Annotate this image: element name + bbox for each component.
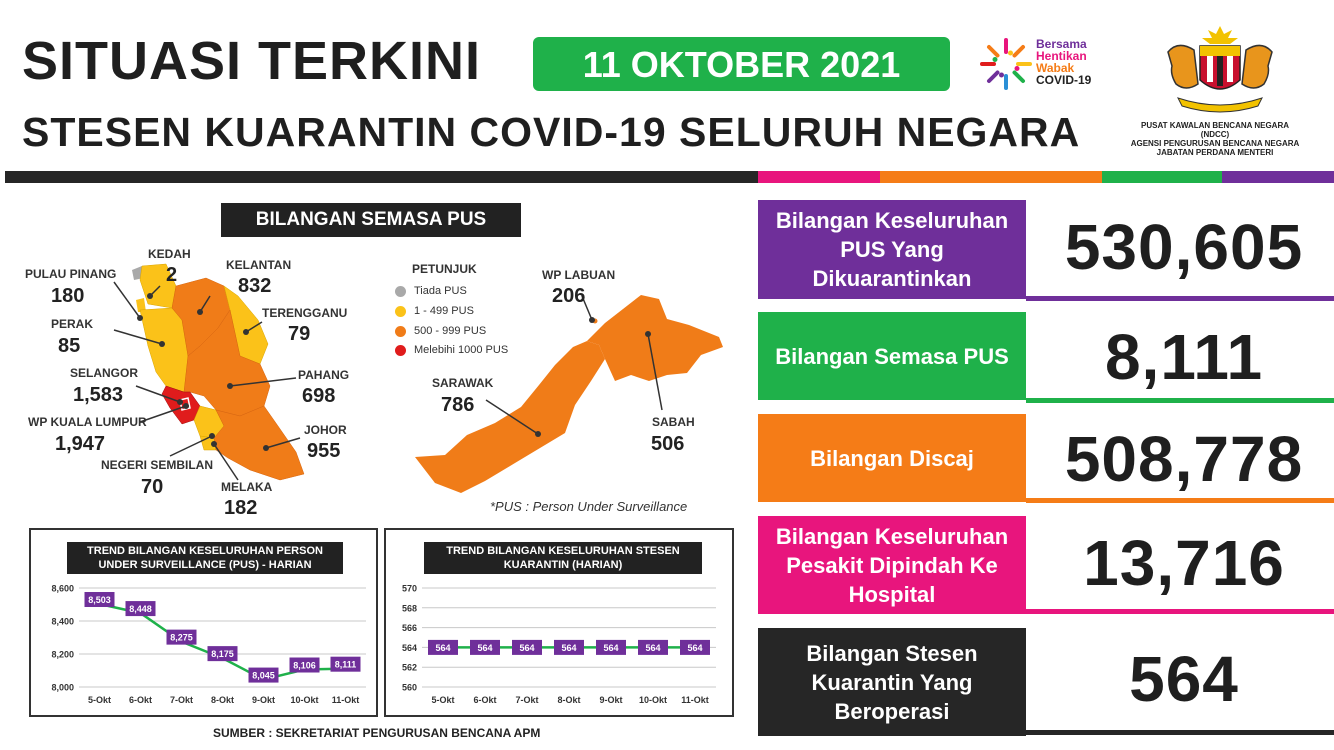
state-name: NEGERI SEMBILAN [101, 458, 214, 472]
logo-text-line: COVID-19 [1036, 73, 1092, 87]
state-value: 206 [552, 285, 586, 307]
chart-pus-trend [29, 528, 378, 717]
stat-underline [1026, 296, 1334, 301]
state-value: 1,583 [73, 384, 124, 406]
legend-label: 1 - 499 PUS [414, 305, 474, 317]
legend-label: Tiada PUS [414, 285, 467, 297]
chart-plot [31, 530, 376, 715]
data-label: 564 [645, 642, 661, 653]
state-value: 832 [238, 275, 272, 297]
x-tick-label: 6-Okt [473, 695, 497, 705]
x-tick-label: 7-Okt [515, 695, 539, 705]
x-tick-label: 11-Okt [331, 695, 360, 705]
state-name: SELANGOR [70, 366, 139, 380]
x-tick-label: 10-Okt [290, 695, 319, 705]
state-name: SARAWAK [432, 376, 494, 390]
legend-swatch [395, 286, 406, 297]
state-name: SABAH [652, 415, 695, 429]
state-name: PULAU PINANG [25, 267, 117, 281]
state-value: 182 [224, 497, 258, 519]
chart-station-trend [384, 528, 734, 717]
state-value: 506 [651, 433, 685, 455]
legend-item [395, 285, 467, 297]
data-label: 8,045 [252, 670, 275, 681]
footnote: *PUS : Person Under Surveillance [490, 499, 688, 514]
stat-underline [1026, 398, 1334, 403]
state-name: MELAKA [221, 480, 273, 494]
x-tick-label: 7-Okt [169, 695, 194, 705]
data-label: 8,106 [293, 660, 316, 671]
x-tick-label: 11-Okt [681, 695, 709, 705]
divider-bar [758, 171, 880, 183]
data-label: 564 [687, 642, 703, 653]
state-name: WP KUALA LUMPUR [28, 415, 147, 429]
state-value: 1,947 [55, 433, 106, 455]
x-tick-label: 8-Okt [557, 695, 581, 705]
stat-label-stations: Bilangan Stesen Kuarantin Yang Beroperasi [758, 628, 1026, 736]
y-tick-label: 8,400 [51, 616, 74, 627]
y-tick-label: 568 [401, 603, 417, 614]
stat-label-hospital: Bilangan Keseluruhan Pesakit Dipindah Ke Hospital [758, 516, 1026, 614]
state-name: WP LABUAN [542, 268, 616, 282]
legend-title: PETUNJUK [412, 262, 477, 276]
agency-name [1126, 121, 1304, 157]
legend-item [395, 325, 486, 337]
stat-label-current-pus: Bilangan Semasa PUS [758, 312, 1026, 400]
state-value: 70 [141, 476, 164, 498]
state-value: 180 [51, 285, 85, 307]
legend-label: 500 - 999 PUS [414, 325, 487, 337]
legend-item [395, 344, 508, 356]
legend-item [395, 305, 474, 317]
agency-line: AGENSI PENGURUSAN BENCANA NEGARA [1130, 139, 1300, 148]
legend-swatch [395, 345, 406, 356]
data-label: 564 [603, 642, 619, 653]
data-label: 8,448 [129, 604, 152, 615]
state-name: PERAK [51, 317, 94, 331]
data-label: 564 [477, 642, 493, 653]
divider-bar [1222, 171, 1334, 183]
x-tick-label: 8-Okt [210, 695, 235, 705]
state-value: 79 [288, 323, 311, 345]
x-tick-label: 5-Okt [431, 695, 455, 705]
data-label: 8,111 [334, 659, 357, 670]
data-label: 8,175 [211, 649, 234, 660]
stat-label-discharged: Bilangan Discaj [758, 414, 1026, 502]
sunburst-icon [978, 34, 1034, 94]
map-heading: BILANGAN SEMASA PUS [221, 203, 521, 237]
data-label: 564 [519, 642, 535, 653]
x-tick-label: 9-Okt [251, 695, 276, 705]
stat-value-hospital: 13,716 [1083, 527, 1285, 599]
agency-line: JABATAN PERDANA MENTERI [1156, 148, 1274, 157]
logo-text-line: Hentikan [1036, 49, 1087, 63]
legend-swatch [395, 326, 406, 337]
y-tick-label: 8,600 [51, 583, 74, 594]
y-tick-label: 570 [401, 583, 417, 594]
coat-of-arms-icon [1160, 22, 1280, 114]
data-label: 564 [561, 642, 577, 653]
y-tick-label: 560 [401, 682, 417, 693]
legend-swatch [395, 306, 406, 317]
page-title: SITUASI TERKINI [22, 31, 482, 91]
stat-underline [1026, 730, 1334, 735]
date-badge: 11 OKTOBER 2021 [533, 37, 950, 91]
chart-plot [386, 530, 732, 715]
stat-value-total-pus: 530,605 [1064, 211, 1304, 283]
y-tick-label: 8,000 [51, 682, 74, 693]
stat-label-total-pus: Bilangan Keseluruhan PUS Yang Dikuarantinkan [758, 200, 1026, 299]
y-tick-label: 566 [401, 623, 417, 634]
stat-underline [1026, 609, 1334, 614]
logo-text-line: Wabak [1036, 61, 1075, 75]
x-tick-label: 10-Okt [638, 695, 668, 705]
state-name: TERENGGANU [262, 306, 348, 320]
state-value: 85 [58, 335, 81, 357]
data-label: 8,275 [170, 632, 193, 643]
divider-bar [1102, 171, 1222, 183]
state-name: KEDAH [148, 247, 191, 261]
state-name: PAHANG [298, 368, 350, 382]
logo-text-line: Bersama [1036, 37, 1087, 51]
state-name: KELANTAN [226, 258, 292, 272]
state-value: 955 [307, 440, 341, 462]
data-label: 564 [435, 642, 451, 653]
y-tick-label: 562 [401, 662, 417, 673]
stat-value-discharged: 508,778 [1064, 423, 1304, 495]
x-tick-label: 5-Okt [87, 695, 112, 705]
divider-bar [880, 171, 1102, 183]
x-tick-label: 9-Okt [599, 695, 623, 705]
campaign-logo [978, 34, 1113, 94]
y-tick-label: 564 [401, 642, 417, 653]
stat-underline [1026, 498, 1334, 503]
state-name: JOHOR [304, 423, 347, 437]
agency-line: PUSAT KAWALAN BENCANA NEGARA (NDCC) [1141, 121, 1289, 139]
stat-value-current-pus: 8,111 [1104, 321, 1264, 393]
chart-title: TREND BILANGAN KESELURUHAN STESEN KUARANTIN (HARIAN) [424, 542, 702, 574]
data-label: 8,503 [88, 595, 111, 606]
x-tick-label: 6-Okt [128, 695, 153, 705]
legend-label: Melebihi 1000 PUS [414, 344, 509, 356]
leader-lines [0, 0, 760, 520]
page-subtitle: STESEN KUARANTIN COVID-19 SELURUH NEGARA [22, 109, 1081, 155]
stat-value-stations: 564 [1129, 643, 1239, 715]
chart-title: TREND BILANGAN KESELURUHAN PERSON UNDER SURVEILLANCE (PUS) - HARIAN [67, 542, 343, 574]
y-tick-label: 8,200 [51, 649, 74, 660]
state-value: 786 [441, 394, 475, 416]
state-value: 2 [166, 264, 178, 286]
state-value: 698 [302, 385, 336, 407]
source-note: SUMBER : SEKRETARIAT PENGURUSAN BENCANA APM [213, 726, 541, 740]
